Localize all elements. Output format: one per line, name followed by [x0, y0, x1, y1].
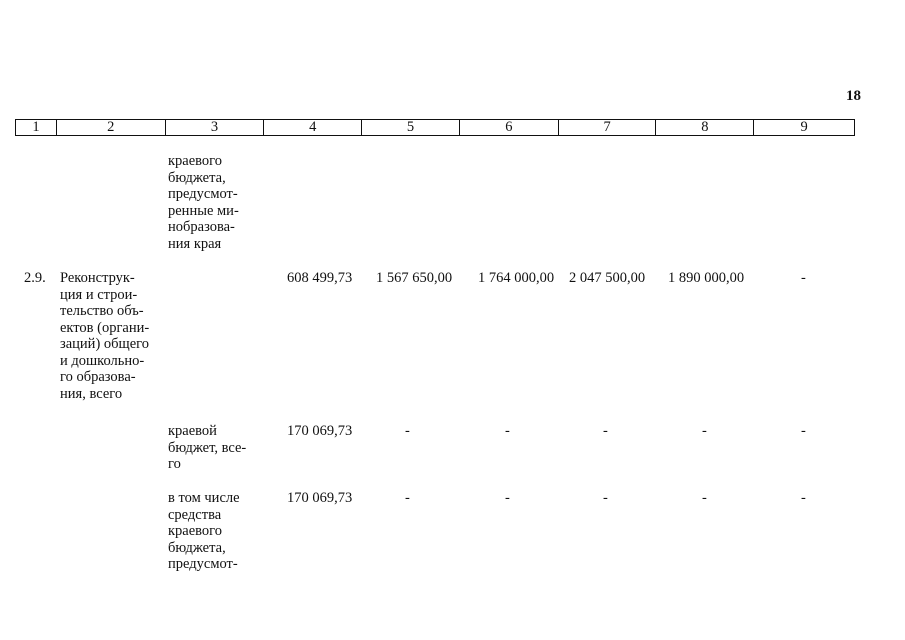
header-col-8: 8	[655, 120, 753, 135]
row-v-tom-chisle-col7: -	[603, 490, 608, 506]
row-kraevoy-col6: -	[505, 423, 510, 439]
text-line: ренные ми-	[168, 202, 239, 219]
text-line: ция и строи-	[60, 286, 138, 303]
row-v-tom-chisle-col6: -	[505, 490, 510, 506]
text-line: нобразова-	[168, 219, 235, 235]
text-line: ния края	[168, 235, 222, 252]
row-kraevoy-col8: -	[702, 423, 707, 439]
header-col-6: 6	[459, 120, 558, 135]
text-line: ектов (органи-	[60, 319, 150, 336]
row-v-tom-chisle-col9: -	[801, 490, 806, 506]
page-number: 18	[846, 88, 861, 104]
header-col-1: 1	[32, 119, 40, 135]
table-header-row	[15, 119, 855, 136]
text-line: бюджета,	[168, 539, 226, 556]
text-line: и дошкольно-	[60, 352, 145, 369]
text-line: заций) общего	[60, 336, 149, 352]
text-line: бюджета,	[168, 169, 226, 186]
text-line: в том числе	[168, 490, 240, 506]
row-kraevoy-source-cell	[168, 423, 258, 473]
text-line: предусмот-	[168, 186, 238, 202]
header-col-4: 4	[263, 120, 361, 135]
row-kraevoy-col5: -	[405, 423, 410, 439]
text-line: краевого	[168, 153, 222, 169]
row-v-tom-chisle-col5: -	[405, 490, 410, 506]
row-2-9-col8: 1 890 000,00	[668, 270, 745, 286]
row-2-9-col5: 1 567 650,00	[376, 270, 453, 286]
row-kraevoy-col7: -	[603, 423, 608, 439]
text-line: краевой	[168, 423, 217, 439]
header-col-7: 7	[558, 120, 656, 135]
continuation-source-cell	[168, 153, 258, 252]
row-2-9-col7: 2 047 500,00	[569, 270, 646, 286]
header-col-2: 2	[56, 120, 165, 135]
row-v-tom-chisle-col4: 170 069,73	[287, 490, 353, 506]
row-kraevoy-col9: -	[801, 423, 806, 439]
row-v-tom-chisle-source-cell	[168, 490, 258, 573]
header-col-9: 9	[753, 120, 854, 135]
header-col-5: 5	[361, 120, 459, 135]
row-2-9-name-cell	[60, 270, 158, 402]
text-line: тельство объ-	[60, 303, 144, 319]
text-line: ния, всего	[60, 385, 123, 402]
text-line: краевого	[168, 523, 222, 539]
header-col-3: 3	[165, 120, 264, 135]
text-line: го	[168, 456, 181, 472]
row-v-tom-chisle-col8: -	[702, 490, 707, 506]
text-line: средства	[168, 506, 222, 523]
row-2-9-col9: -	[801, 270, 806, 286]
text-line: Реконструк-	[60, 270, 135, 286]
text-line: предусмот-	[168, 556, 238, 572]
row-2-9-col6: 1 764 000,00	[478, 270, 555, 286]
text-line: го образова-	[60, 369, 136, 385]
row-kraevoy-col4: 170 069,73	[287, 423, 353, 439]
row-2-9-col4: 608 499,73	[287, 270, 353, 286]
row-2-9-number: 2.9.	[24, 270, 46, 286]
text-line: бюджет, все-	[168, 439, 247, 456]
